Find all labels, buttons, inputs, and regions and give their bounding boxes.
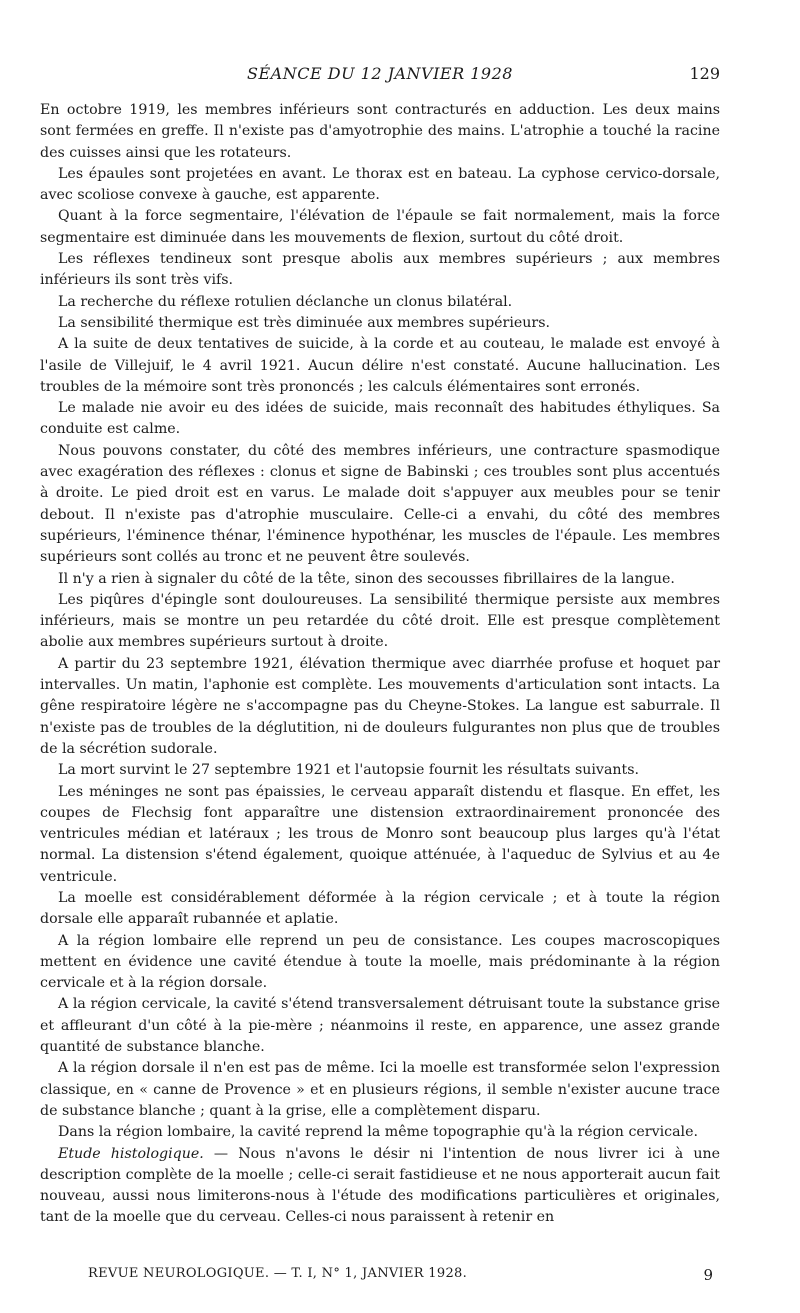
paragraph: En octobre 1919, les membres inférieurs sont contracturés en adduction. Les deux mains sont fermées en greffe. Il n'existe pas d'amyotrophie des mains. L'atrophie a touché la racine des cuisses ainsi que les rotateurs. (40, 102, 720, 161)
sheet-number: 9 (703, 1266, 713, 1284)
paragraph: La moelle est considérablement déformée à la région cervicale ; et à toute la région dorsale elle apparaît rubannée et aplatie. (40, 889, 720, 928)
paragraph-histology (40, 1144, 720, 1229)
paragraph: Les méninges ne sont pas épaissies, le cerveau apparaît distendu et flasque. En effet, les coupes de Flechsig font apparaître une distension extraordinairement prononcée des ventricules médian et latéraux ; les trous de Monro sont beaucoup plus larges qu'à l'état normal. La distension s'étend également, quoique atténuée, à l'aqueduc de Sylvius et au 4e ventricule. (40, 783, 720, 885)
paragraph: Les piqûres d'épingle sont douloureuses. La sensibilité thermique persiste aux membres inférieurs, mais se montre un peu retardée du côté droit. Elle est presque complètement abolie aux membres supérieurs surtout à droite. (40, 591, 720, 651)
paragraph: La recherche du réflexe rotulien déclanche un clonus bilatéral. (58, 293, 513, 310)
running-header (40, 64, 720, 88)
paragraph: A la région dorsale il n'en est pas de même. Ici la moelle est transformée selon l'expression classique, en « canne de Provence » et en plusieurs régions, il semble n'exister aucune trace de substance blanche ; quant à la grise, elle a complètement disparu. (40, 1060, 720, 1119)
page-footer (88, 1266, 713, 1286)
paragraph: La sensibilité thermique est très diminuée aux membres supérieurs. (58, 314, 550, 331)
paragraph-text: — Nous n'avons le désir ni l'intention de nous livrer ici à une description complète de la moelle ; celle-ci serait fastidieuse et ne nous apporterait aucun fait nouveau, aussi nous limiterons-nous à l'étude des modifications particulières et originales, tant de la moelle que du cerveau. Celles-ci nous paraissent à retenir en (40, 1145, 720, 1226)
paragraph: Quant à la force segmentaire, l'élévation de l'épaule se fait normalement, mais la force segmentaire est diminuée dans les mouvements de flexion, surtout du côté droit. (40, 208, 720, 246)
section-heading: Etude histologique. (58, 1145, 204, 1162)
paragraph: A la région lombaire elle reprend un peu de consistance. Les coupes macroscopiques mettent en évidence une cavité étendue à toute la moelle, mais prédominante à la région cervicale et à la région dorsale. (40, 932, 720, 992)
paragraph: A la région cervicale, la cavité s'étend transversalement détruisant toute la substance grise et affleurant d'un côté à la pie-mère ; néanmoins il reste, en apparence, une assez grande quantité de substance blanche. (40, 996, 720, 1056)
page-number: 129 (689, 64, 720, 83)
paragraph: Il n'y a rien à signaler du côté de la tête, sinon des secousses fibrillaires de la langue. (58, 570, 675, 587)
paragraph: La mort survint le 27 septembre 1921 et l'autopsie fournit les résultats suivants. (58, 762, 640, 779)
article-body (40, 100, 720, 1229)
paragraph: Nous pouvons constater, du côté des membres inférieurs, une contracture spasmodique avec exagération des réflexes : clonus et signe de Babinski ; ces troubles sont plus accentués à droite. Le pied droit est en varus. Le malade doit s'appuyer aux meubles pour se tenir debout. Il n'existe pas d'atrophie musculaire. Celle-ci a envahi, du côté des membres supérieurs, l'éminence thénar, l'éminence hypothénar, les muscles de l'épaule. Les membres supérieurs sont collés au tronc et ne peuvent être soulevés. (40, 442, 720, 566)
paragraph: A la suite de deux tentatives de suicide, à la corde et au couteau, le malade est envoyé à l'asile de Villejuif, le 4 avril 1921. Aucun délire n'est constaté. Aucune hallucination. Les troubles de la mémoire sont très prononcés ; les calculs élémentaires sont erronés. (40, 336, 720, 395)
running-title: SÉANCE DU 12 JANVIER 1928 (247, 64, 513, 83)
paragraph: A partir du 23 septembre 1921, élévation thermique avec diarrhée profuse et hoquet par intervalles. Un matin, l'aphonie est complète. Les mouvements d'articulation sont intacts. La gêne respiratoire légère ne s'accompagne pas du Cheyne-Stokes. La langue est saburrale. Il n'existe pas de troubles de la déglutition, ni de douleurs fulgurantes non plus que de troubles de la sécrétion sudorale. (40, 655, 720, 757)
paragraph: Le malade nie avoir eu des idées de suicide, mais reconnaît des habitudes éthyliques. Sa conduite est calme. (40, 400, 720, 438)
paragraph: Les réflexes tendineux sont presque abolis aux membres supérieurs ; aux membres inférieurs ils sont très vifs. (40, 251, 720, 289)
journal-reference: REVUE NEUROLOGIQUE. — T. I, N° 1, JANVIER 1928. (88, 1266, 468, 1281)
paragraph: Dans la région lombaire, la cavité reprend la même topographie qu'à la région cervicale. (58, 1124, 698, 1141)
paragraph: Les épaules sont projetées en avant. Le thorax est en bateau. La cyphose cervico-dorsale, avec scoliose convexe à gauche, est apparente. (40, 165, 720, 204)
